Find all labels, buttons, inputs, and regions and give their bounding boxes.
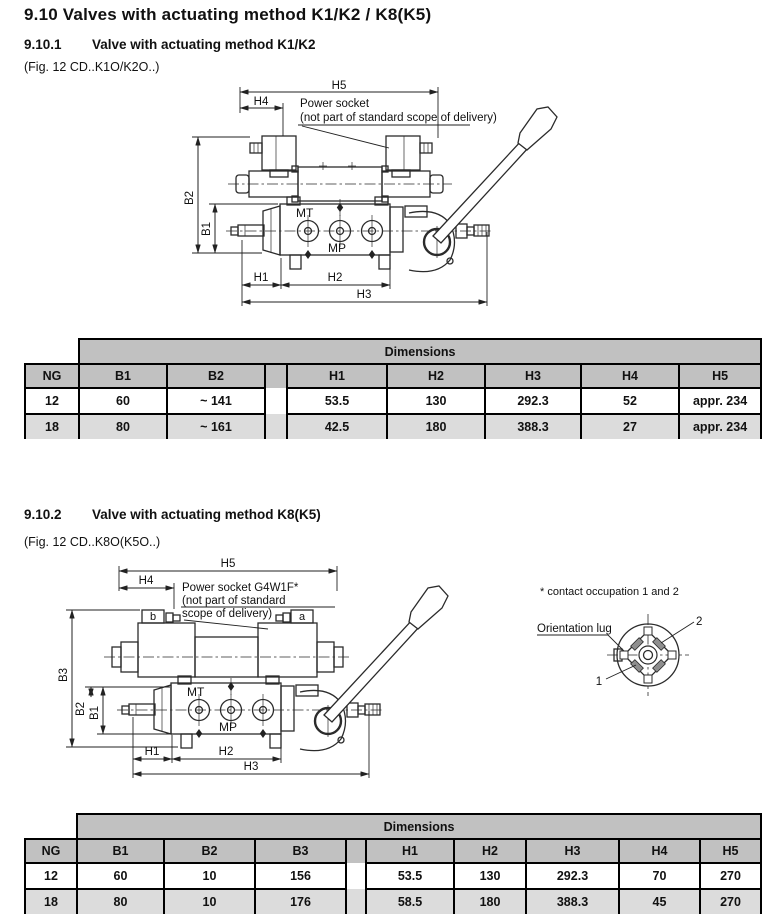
power-socket-note-line2: (not part of standard scope of delivery) — [300, 112, 497, 124]
table-cell: 52 — [581, 388, 679, 414]
figure-2-caption: (Fig. 12 CD..K8O(K5O..) — [24, 535, 161, 549]
table-gap — [346, 889, 366, 914]
valve-diagram-k1k2 — [0, 80, 768, 334]
page-title: 9.10 Valves with actuating method K1/K2 / K8(K5) — [24, 5, 432, 24]
column-header-h4: H4 — [581, 364, 679, 388]
power-socket-note-line1: Power socket G4W1F* — [182, 582, 299, 594]
table-cell: 130 — [387, 388, 485, 414]
column-header-b1: B1 — [79, 364, 167, 388]
power-socket-note-line2: (not part of standard — [182, 595, 286, 607]
pin-label-2: 2 — [696, 616, 703, 628]
table-cell: 60 — [79, 388, 167, 414]
dim-label-h3: H3 — [356, 289, 372, 301]
table-row — [25, 414, 761, 439]
table-cell: ~ 141 — [167, 388, 265, 414]
table-cell: 12 — [25, 388, 79, 414]
table-row — [25, 863, 761, 889]
column-header-b1: B1 — [77, 839, 164, 863]
dim-label-h5: H5 — [331, 80, 347, 92]
dim-label-h2: H2 — [327, 272, 343, 284]
table-cell: 156 — [255, 863, 346, 889]
table-cell: appr. 234 — [679, 414, 761, 439]
dimension-annotations-k8 — [58, 558, 369, 778]
table-title: Dimensions — [77, 814, 761, 839]
table-cell: 27 — [581, 414, 679, 439]
dimension-annotations — [184, 80, 497, 306]
table-cell: 292.3 — [485, 388, 581, 414]
table-cell: 58.5 — [366, 889, 454, 914]
connector-face-detail — [537, 586, 702, 696]
table-gap — [346, 839, 366, 863]
section-2-number: 9.10.2 — [24, 507, 62, 522]
dim-label-b1: B1 — [201, 221, 213, 237]
dim-label-h4: H4 — [253, 96, 269, 108]
upper-valve-assembly — [228, 136, 452, 202]
table-cell: 176 — [255, 889, 346, 914]
column-header-h2: H2 — [387, 364, 485, 388]
table-corner-blank — [25, 814, 77, 839]
column-header-h1: H1 — [287, 364, 387, 388]
table-cell: 130 — [454, 863, 526, 889]
table-gap — [265, 414, 287, 439]
table-cell: 270 — [700, 889, 761, 914]
dim-label-h3: H3 — [243, 761, 259, 773]
table-cell: 80 — [79, 414, 167, 439]
table-row — [25, 889, 761, 914]
valve-diagram-k8k5 — [0, 555, 768, 807]
table-cell: 53.5 — [366, 863, 454, 889]
table-cell: 18 — [25, 889, 77, 914]
power-socket-note-line1: Power socket — [300, 98, 370, 110]
table-cell: 45 — [619, 889, 700, 914]
socket-label-a: a — [298, 611, 306, 623]
table-cell: ~ 161 — [167, 414, 265, 439]
table-corner-blank — [25, 339, 79, 364]
table-cell: 12 — [25, 863, 77, 889]
table-cell: 10 — [164, 889, 255, 914]
table-cell: 388.3 — [526, 889, 619, 914]
table-cell: 18 — [25, 414, 79, 439]
column-header-ng: NG — [25, 839, 77, 863]
column-header-b2: B2 — [164, 839, 255, 863]
column-header-h5: H5 — [700, 839, 761, 863]
column-header-h2: H2 — [454, 839, 526, 863]
table-cell: appr. 234 — [679, 388, 761, 414]
table-gap — [346, 863, 366, 889]
column-header-h3: H3 — [526, 839, 619, 863]
socket-label-b: b — [149, 611, 157, 623]
table-cell: 53.5 — [287, 388, 387, 414]
column-header-h5: H5 — [679, 364, 761, 388]
table-cell: 70 — [619, 863, 700, 889]
table-title: Dimensions — [79, 339, 761, 364]
dim-label-b2: B2 — [75, 701, 87, 717]
table-cell: 80 — [77, 889, 164, 914]
lower-valve-assembly — [117, 586, 448, 751]
table-cell: 10 — [164, 863, 255, 889]
dimensions-table-k1k2 — [24, 338, 762, 439]
section-1-heading — [24, 37, 316, 52]
table-cell: 292.3 — [526, 863, 619, 889]
dim-label-b2: B2 — [184, 190, 196, 206]
upper-valve-assembly-k8 — [104, 610, 350, 677]
dim-label-h4: H4 — [138, 575, 154, 587]
column-header-b3: B3 — [255, 839, 346, 863]
column-header-b2: B2 — [167, 364, 265, 388]
power-socket-note-line3: scope of delivery) — [182, 608, 273, 620]
table-gap — [265, 388, 287, 414]
table-gap — [265, 364, 287, 388]
table-cell: 180 — [387, 414, 485, 439]
dim-label-h1: H1 — [253, 272, 269, 284]
column-header-h3: H3 — [485, 364, 581, 388]
table-cell: 60 — [77, 863, 164, 889]
section-2-heading — [24, 507, 321, 522]
dim-label-h1: H1 — [144, 746, 160, 758]
table-cell: 42.5 — [287, 414, 387, 439]
lower-valve-assembly — [226, 107, 557, 272]
dimensions-table-k8k5 — [24, 813, 762, 914]
section-1-number: 9.10.1 — [24, 37, 62, 52]
dim-label-b1: B1 — [89, 705, 101, 721]
table-cell: 388.3 — [485, 414, 581, 439]
section-1-title: Valve with actuating method K1/K2 — [92, 37, 316, 52]
orientation-lug-label: Orientation lug — [537, 623, 612, 635]
table-cell: 180 — [454, 889, 526, 914]
table-row — [25, 388, 761, 414]
dim-label-h2: H2 — [218, 746, 234, 758]
dim-label-h5: H5 — [220, 558, 236, 570]
column-header-h1: H1 — [366, 839, 454, 863]
section-2-title: Valve with actuating method K8(K5) — [92, 507, 321, 522]
column-header-ng: NG — [25, 364, 79, 388]
figure-1-caption: (Fig. 12 CD..K1O/K2O..) — [24, 60, 160, 74]
dim-label-b3: B3 — [58, 667, 70, 683]
pin-label-1: 1 — [595, 676, 603, 688]
contact-occupation-note: * contact occupation 1 and 2 — [540, 586, 679, 598]
column-header-h4: H4 — [619, 839, 700, 863]
table-cell: 270 — [700, 863, 761, 889]
